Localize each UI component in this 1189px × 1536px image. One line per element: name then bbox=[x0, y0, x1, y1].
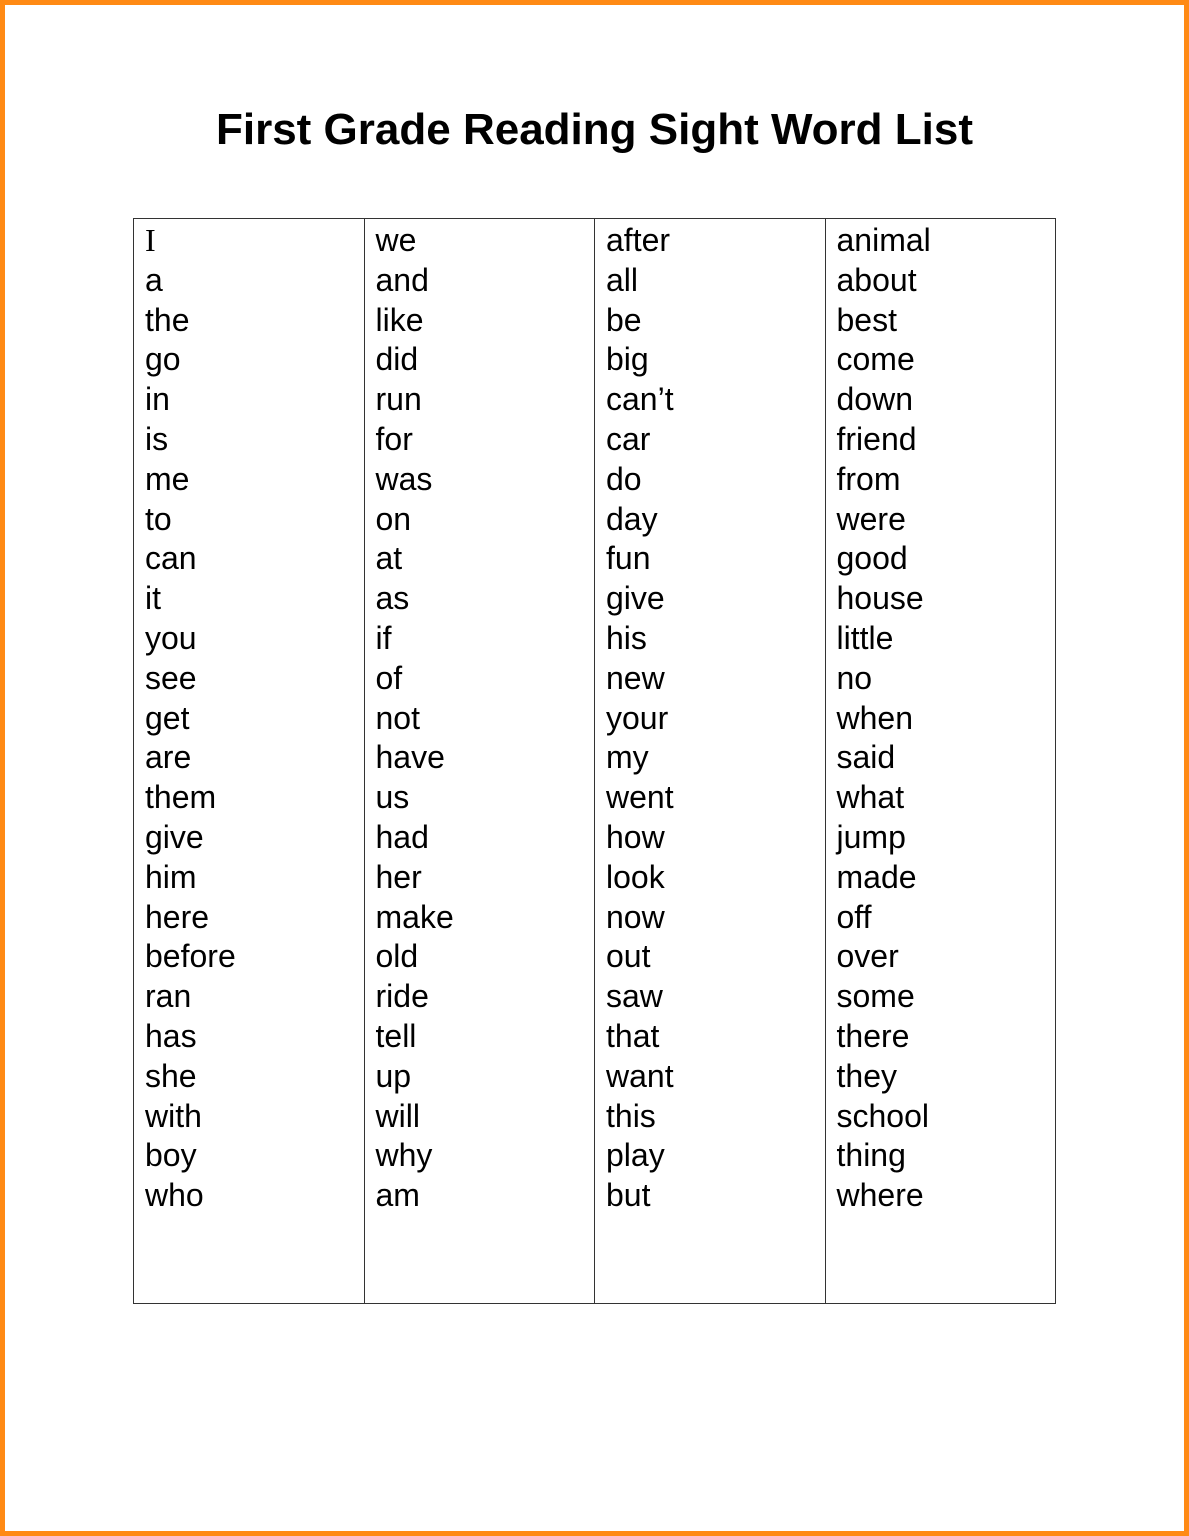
sight-word: old bbox=[375, 938, 419, 975]
sight-word: about bbox=[836, 261, 917, 298]
sight-word: you bbox=[145, 619, 197, 656]
sight-word: as bbox=[375, 580, 410, 617]
sight-word: my bbox=[606, 739, 649, 776]
sight-word: she bbox=[145, 1057, 197, 1094]
sight-word: it bbox=[145, 580, 161, 617]
sight-word: that bbox=[606, 1017, 660, 1054]
sight-word: went bbox=[606, 779, 674, 816]
sight-word: what bbox=[836, 779, 905, 816]
sight-word: why bbox=[375, 1137, 433, 1174]
sight-word: thing bbox=[836, 1137, 906, 1174]
sight-word: school bbox=[836, 1097, 929, 1134]
sight-word: jump bbox=[836, 818, 906, 855]
sight-word: little bbox=[836, 619, 894, 656]
sight-word: be bbox=[606, 301, 642, 338]
sight-word: your bbox=[606, 699, 669, 736]
sight-word: for bbox=[375, 420, 413, 457]
sight-word: do bbox=[606, 460, 642, 497]
sight-word: some bbox=[836, 978, 915, 1015]
sight-word: friend bbox=[836, 420, 917, 457]
sight-word: a bbox=[145, 261, 163, 298]
sight-word: his bbox=[606, 619, 647, 656]
sight-word: said bbox=[836, 739, 896, 776]
sight-word: all bbox=[606, 261, 639, 298]
sight-word: after bbox=[606, 222, 671, 258]
sight-word: to bbox=[145, 500, 172, 537]
sight-word: her bbox=[375, 858, 422, 895]
sight-word: made bbox=[836, 858, 917, 895]
sight-word: not bbox=[375, 699, 420, 736]
sight-word: was bbox=[375, 460, 433, 497]
sight-word: were bbox=[836, 500, 906, 537]
word-column-1 bbox=[134, 219, 365, 1303]
sight-word: over bbox=[836, 938, 899, 975]
sight-word: at bbox=[375, 540, 403, 577]
sight-word: before bbox=[145, 938, 236, 975]
sight-word: saw bbox=[606, 978, 663, 1015]
sight-word: out bbox=[606, 938, 651, 975]
sight-word: boy bbox=[145, 1137, 197, 1174]
sight-word: the bbox=[145, 301, 190, 338]
sight-word: like bbox=[375, 301, 424, 338]
sight-word: tell bbox=[375, 1017, 417, 1054]
sight-word: no bbox=[836, 659, 873, 696]
sight-word: make bbox=[375, 898, 454, 935]
word-column-2 bbox=[365, 219, 596, 1303]
sight-word: ride bbox=[375, 978, 429, 1015]
sight-word: fun bbox=[606, 540, 651, 577]
sight-word: there bbox=[836, 1017, 910, 1054]
sight-word: us bbox=[375, 779, 410, 816]
sight-word: who bbox=[145, 1177, 204, 1214]
sight-word: how bbox=[606, 818, 665, 855]
sight-word: in bbox=[145, 381, 170, 418]
sight-word: get bbox=[145, 699, 190, 736]
sight-word: of bbox=[375, 659, 403, 696]
sight-word: with bbox=[145, 1097, 202, 1134]
sight-word: when bbox=[836, 699, 913, 736]
sight-word: where bbox=[836, 1177, 924, 1214]
sight-word: had bbox=[375, 818, 429, 855]
sight-word: are bbox=[145, 739, 192, 776]
sight-word: me bbox=[145, 460, 190, 497]
sight-word: down bbox=[836, 381, 913, 418]
sight-word: here bbox=[145, 898, 210, 935]
sight-word: can bbox=[145, 540, 197, 577]
sight-word: they bbox=[836, 1057, 897, 1094]
word-column-3 bbox=[595, 219, 826, 1303]
sight-word: new bbox=[606, 659, 665, 696]
sight-word: did bbox=[375, 341, 419, 378]
sight-word: look bbox=[606, 858, 665, 895]
sight-word: good bbox=[836, 540, 908, 577]
sight-word: can’t bbox=[606, 381, 674, 418]
sight-word-table bbox=[133, 218, 1056, 1304]
sight-word: have bbox=[375, 739, 445, 776]
sight-word: see bbox=[145, 659, 197, 696]
sight-word: animal bbox=[836, 222, 931, 258]
sight-word: am bbox=[375, 1177, 420, 1214]
sight-word: big bbox=[606, 341, 649, 378]
sight-word: but bbox=[606, 1177, 651, 1214]
sight-word: want bbox=[606, 1057, 674, 1094]
sight-word: car bbox=[606, 420, 651, 457]
sight-word: play bbox=[606, 1137, 665, 1174]
sight-word: has bbox=[145, 1017, 197, 1054]
word-column-4 bbox=[826, 219, 1056, 1303]
sight-word: house bbox=[836, 580, 924, 617]
sight-word: I bbox=[145, 222, 156, 258]
sight-word: this bbox=[606, 1097, 656, 1134]
sight-word: will bbox=[375, 1097, 420, 1134]
sight-word: now bbox=[606, 898, 665, 935]
sight-word: up bbox=[375, 1057, 412, 1094]
sight-word: we bbox=[375, 222, 417, 258]
sight-word: run bbox=[375, 381, 422, 418]
sight-word: go bbox=[145, 341, 181, 378]
sight-word: and bbox=[375, 261, 429, 298]
sight-word: from bbox=[836, 460, 901, 497]
page-title: First Grade Reading Sight Word List bbox=[215, 105, 974, 154]
sight-word: ran bbox=[145, 978, 192, 1015]
sight-word: if bbox=[375, 619, 392, 656]
sight-word: give bbox=[606, 580, 665, 617]
sight-word: day bbox=[606, 500, 658, 537]
sight-word: come bbox=[836, 341, 915, 378]
sight-word: give bbox=[145, 818, 204, 855]
sight-word: best bbox=[836, 301, 897, 338]
sight-word: him bbox=[145, 858, 197, 895]
sight-word: them bbox=[145, 779, 217, 816]
sight-word: on bbox=[375, 500, 412, 537]
sight-word: is bbox=[145, 420, 169, 457]
sight-word: off bbox=[836, 898, 872, 935]
